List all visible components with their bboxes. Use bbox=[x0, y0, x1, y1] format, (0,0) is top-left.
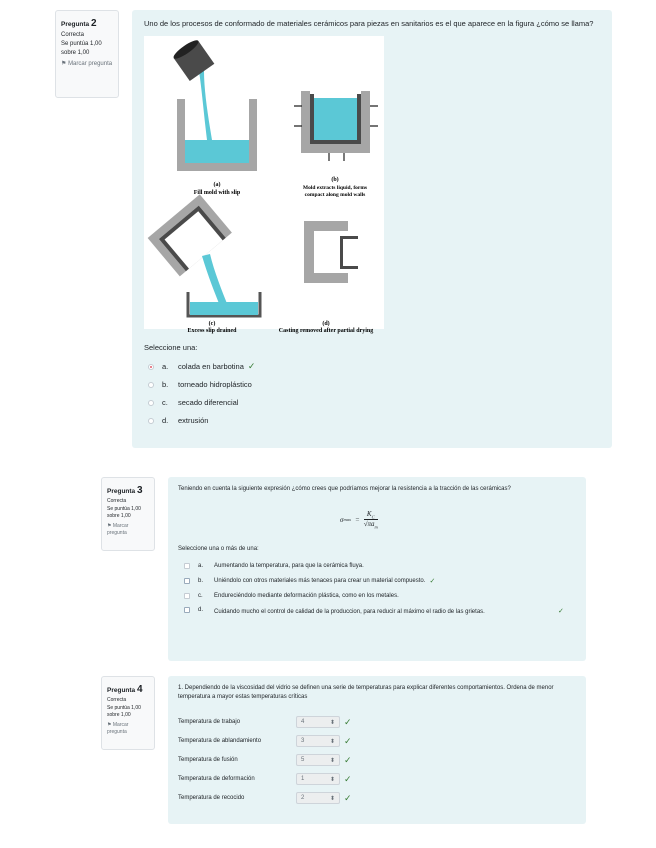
answer-option-a[interactable]: a. colada en barbotina ✓ bbox=[148, 358, 600, 376]
question-grade: Se puntúa 1,00 sobre 1,00 bbox=[107, 704, 141, 718]
radio-button[interactable] bbox=[148, 382, 154, 388]
question-number: Pregunta 3 bbox=[107, 485, 143, 496]
dropdown-icon: ⬍ bbox=[329, 738, 335, 745]
figure-c-caption: Excess slip drained bbox=[187, 327, 237, 334]
figure-panel-d bbox=[279, 221, 373, 334]
match-row: Temperatura de fusión 5 ⬍ ✓ bbox=[178, 754, 352, 765]
formula: σ max = $K_C$ $√\pi a_m$ bbox=[340, 510, 378, 530]
question-number: Pregunta 2 bbox=[61, 18, 97, 29]
figure-d-letter: (d) bbox=[322, 320, 330, 327]
figure-b-letter: (b) bbox=[331, 176, 339, 183]
answer-option-c[interactable]: c. secado diferencial bbox=[148, 394, 600, 412]
question-content-4 bbox=[168, 676, 586, 824]
figure-a-caption: Fill mold with slip bbox=[193, 189, 241, 196]
figure-panel-b bbox=[294, 91, 378, 198]
match-row: Temperatura de ablandamiento 3 ⬍ ✓ bbox=[178, 735, 352, 746]
question-info-3 bbox=[101, 477, 155, 551]
question-state: Correcta bbox=[61, 32, 85, 38]
process-figure bbox=[144, 36, 384, 334]
dropdown-icon: ⬍ bbox=[329, 776, 335, 783]
question-number: Pregunta 4 bbox=[107, 684, 143, 695]
checkbox[interactable] bbox=[184, 593, 190, 599]
question-text: Uno de los procesos de conformado de materiales cerámicos para piezas en sanitarios es el que aparece en la figura ¿cómo se llama? bbox=[144, 19, 594, 28]
figure-d-caption: Casting removed after partial drying bbox=[278, 327, 374, 334]
answer-prompt: Seleccione una: bbox=[144, 342, 198, 352]
question-grade: Se puntúa 1,00 sobre 1,00 bbox=[107, 505, 141, 519]
check-icon: ✓ bbox=[558, 608, 564, 616]
radio-button[interactable] bbox=[148, 364, 154, 370]
question-text: 1. Dependiendo de la viscosidad del vidrio se definen una serie de temperaturas para explicar diferentes comportamientos. Ordena de menor temperatura a mayor estas temperaturas críticas bbox=[178, 685, 554, 701]
flag-question-link[interactable]: ⚑ Marcar pregunta bbox=[107, 522, 129, 536]
answer-option-d[interactable]: d. Cuidando mucho el control de calidad de la produccion, para reducir al máximo el radio de las grietas. ✓ bbox=[184, 603, 576, 631]
check-icon: ✓ bbox=[344, 716, 352, 727]
dropdown-icon: ⬍ bbox=[329, 719, 335, 726]
order-select[interactable]: 4 ⬍ bbox=[296, 716, 340, 728]
checkbox[interactable] bbox=[184, 578, 190, 584]
question-state: Correcta bbox=[107, 697, 127, 703]
question-info-2 bbox=[55, 10, 119, 98]
answer-list bbox=[148, 358, 600, 430]
answer-list bbox=[184, 558, 576, 631]
check-icon: ✓ bbox=[344, 754, 352, 765]
check-icon: ✓ bbox=[247, 361, 256, 372]
order-select[interactable]: 3 ⬍ bbox=[296, 735, 340, 747]
figure-a-letter: (a) bbox=[213, 181, 221, 188]
question-content-3 bbox=[168, 477, 586, 661]
matching-table bbox=[178, 713, 576, 808]
figure-panel-a bbox=[171, 37, 257, 195]
checkbox[interactable] bbox=[184, 607, 190, 613]
radio-button[interactable] bbox=[148, 418, 154, 424]
checkbox[interactable] bbox=[184, 563, 190, 569]
order-select[interactable]: 1 ⬍ bbox=[296, 773, 340, 785]
flag-question-link[interactable]: ⚑ Marcar pregunta bbox=[61, 61, 113, 67]
flag-icon: ⚑ bbox=[107, 721, 112, 728]
flag-icon: ⚑ bbox=[61, 61, 67, 67]
answer-option-a[interactable]: a. Aumentando la temperatura, para que la cerámica fluya. bbox=[184, 558, 576, 573]
check-icon: ✓ bbox=[429, 577, 436, 585]
answer-prompt: Seleccione una o más de una: bbox=[178, 546, 259, 553]
flag-question-link[interactable]: ⚑ Marcar pregunta bbox=[107, 721, 129, 735]
dropdown-icon: ⬍ bbox=[329, 757, 335, 764]
question-text: Teniendo en cuenta la siguiente expresión ¿cómo crees que podríamos mejorar la resistencia a la tracción de las cerámicas? bbox=[178, 486, 511, 492]
match-row: Temperatura de trabajo 4 ⬍ ✓ bbox=[178, 716, 352, 727]
radio-button[interactable] bbox=[148, 400, 154, 406]
order-select[interactable]: 5 ⬍ bbox=[296, 754, 340, 766]
answer-option-c[interactable]: c. Endureciéndolo mediante deformación plástica, como en los metales. bbox=[184, 588, 576, 603]
check-icon: ✓ bbox=[344, 773, 352, 784]
question-state: Correcta bbox=[107, 498, 127, 504]
question-grade: Se puntúa 1,00 sobre 1,00 bbox=[61, 41, 102, 56]
answer-option-b[interactable]: b. torneado hidroplástico bbox=[148, 376, 600, 394]
match-row: Temperatura de deformación 1 ⬍ ✓ bbox=[178, 773, 352, 784]
dropdown-icon: ⬍ bbox=[329, 795, 335, 802]
question-info-4 bbox=[101, 676, 155, 750]
check-icon: ✓ bbox=[344, 792, 352, 803]
figure-b-caption-1: Mold extracts liquid, forms bbox=[302, 184, 368, 191]
flag-icon: ⚑ bbox=[107, 522, 112, 529]
answer-option-b[interactable]: b. Uniéndolo con otros materiales más tenaces para crear un material compuesto. ✓ bbox=[184, 573, 576, 588]
check-icon: ✓ bbox=[344, 735, 352, 746]
figure-c-letter: (c) bbox=[208, 320, 216, 327]
figure-panel-c bbox=[148, 194, 260, 334]
order-select[interactable]: 2 ⬍ bbox=[296, 792, 340, 804]
question-content-2 bbox=[132, 10, 612, 448]
answer-option-d[interactable]: d. extrusión bbox=[148, 412, 600, 430]
match-row: Temperatura de recocido 2 ⬍ ✓ bbox=[178, 792, 352, 803]
figure-b-caption-2: compact along mold walls bbox=[304, 191, 366, 198]
